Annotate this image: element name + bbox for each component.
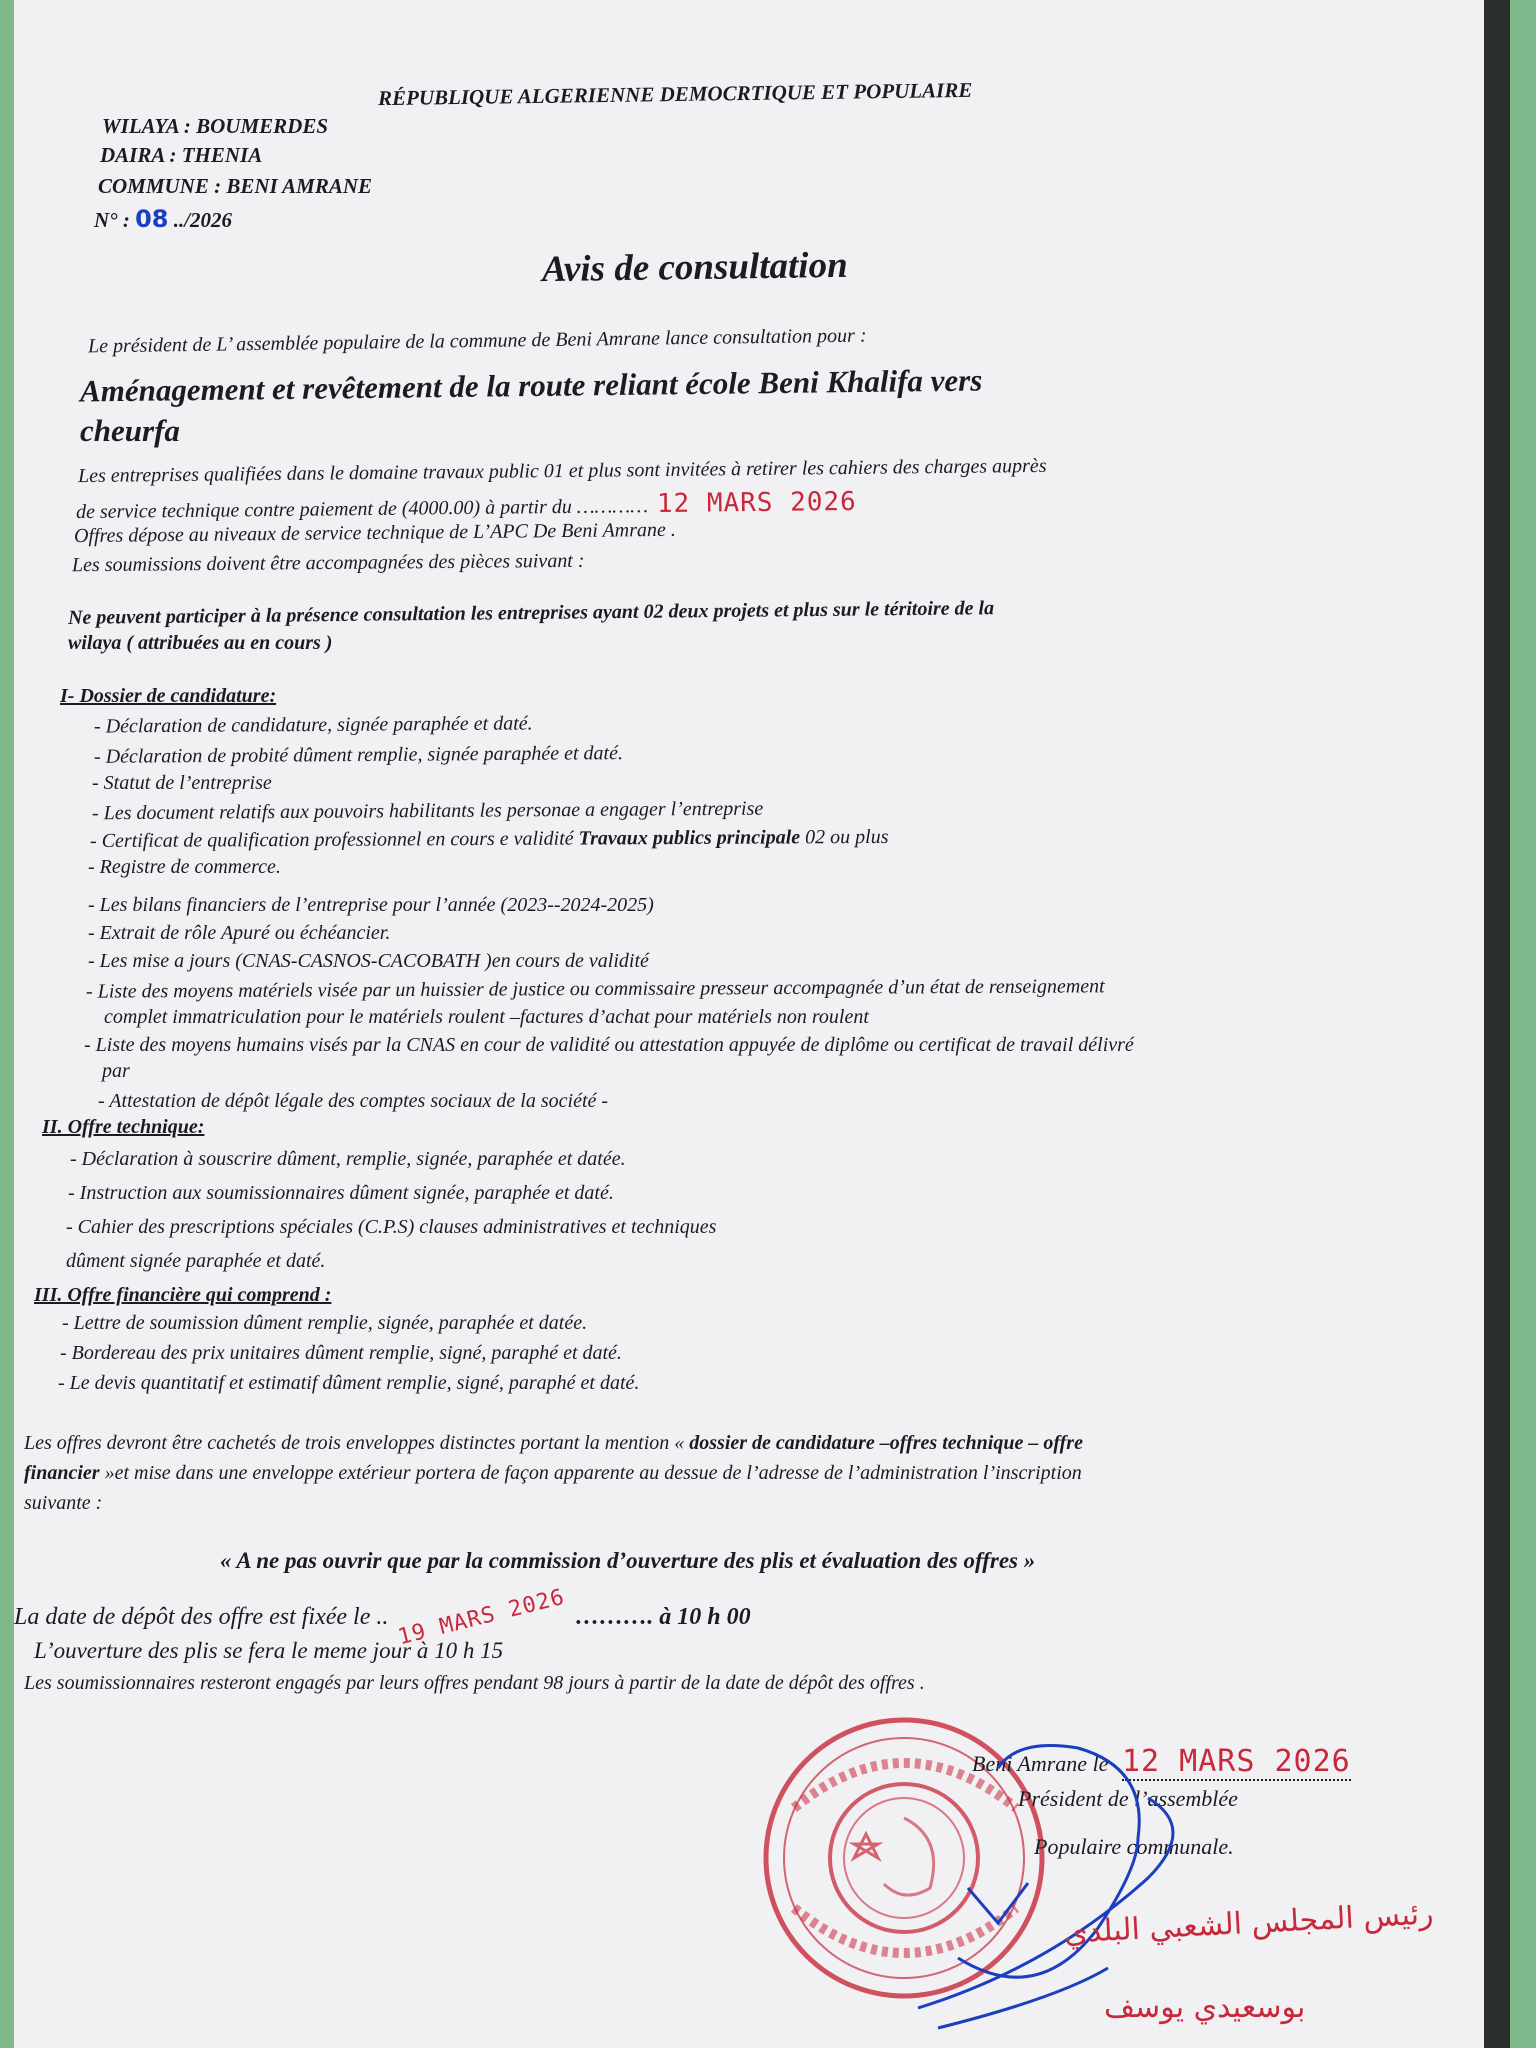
- s1-item: - Statut de l’entreprise: [92, 772, 272, 794]
- s1-item: - Registre de commerce.: [88, 856, 281, 878]
- s2-item: - Instruction aux soumissionnaires dûment signée, paraphée et daté.: [68, 1182, 614, 1204]
- republic-heading: RÉPUBLIQUE ALGERIENNE DEMOCRTIQUE ET POPULAIRE: [377, 77, 973, 111]
- s2-item: dûment signée paraphée et daté.: [66, 1250, 326, 1272]
- s1-certificate-item: [90, 826, 889, 853]
- document-title: Avis de consultation: [541, 244, 848, 291]
- section2-title: II. Offre technique:: [42, 1116, 205, 1138]
- page-edge-shadow: [1484, 0, 1510, 2048]
- section1-title: I- Dossier de candidature:: [60, 685, 277, 707]
- deposit-prefix: La date de dépôt des offre est fixée le ..: [14, 1604, 389, 1630]
- date-stamp-1: 12 MARS 2026: [656, 486, 857, 520]
- s1-item: par: [102, 1060, 130, 1082]
- deposit-suffix: ………. à 10 h 00: [575, 1604, 751, 1630]
- para-line2: [76, 487, 857, 525]
- daira-line: DAIRA : THENIA: [100, 143, 263, 167]
- signature-title2: Populaire communale.: [1034, 1834, 1234, 1859]
- intro-line: Le président de L’ assemblée populaire de la commune de Beni Amrane lance consultation pour :: [87, 324, 867, 358]
- arabic-president-title: رئيس المجلس الشعبي البلدي: [1063, 1896, 1435, 1951]
- project-title-line2: cheurfa: [80, 413, 180, 448]
- para-line2-text: de service technique contre paiement de (4000.00) à partir du …………: [75, 495, 649, 524]
- para-line3: Offres dépose au niveaux de service technique de L’APC De Beni Amrane .: [73, 518, 676, 548]
- para-line4: Les soumissions doivent être accompagnées des pièces suivant :: [71, 549, 585, 577]
- restriction-line1: Ne peuvent participer à la présence consultation les entreprises ayant 02 deux projets et plus sur le téritoire de la: [67, 597, 995, 629]
- commune-line: COMMUNE : BENI AMRANE: [98, 174, 373, 198]
- deposit-line3: Les soumissionnaires resteront engagés par leurs offres pendant 98 jours à partir de la date de dépôt des offres .: [24, 1672, 925, 1694]
- s3-item: - Le devis quantitatif et estimatif dûment remplie, signé, paraphé et daté.: [58, 1372, 640, 1394]
- s2-item: - Cahier des prescriptions spéciales (C.P.S) clauses administratives et techniques: [66, 1216, 717, 1238]
- para-line1: Les entreprises qualifiées dans le domaine travaux public 01 et plus sont invitées à retirer les cahiers des charges auprès: [77, 454, 1047, 488]
- number-handwritten: 08: [135, 205, 169, 233]
- s1-item: - Les document relatifs aux pouvoirs habilitants les personae a engager l’entreprise: [91, 797, 764, 825]
- s2-item: - Déclaration à souscrire dûment, remplie, signée, paraphée et datée.: [70, 1148, 626, 1170]
- s1-item: - Déclaration de probité dûment remplie, signée paraphée et daté.: [93, 742, 624, 768]
- s1-item: - Extrait de rôle Apuré ou échéancier.: [88, 922, 391, 944]
- envelopes-bold1: dossier de candidature –offres technique – offre: [689, 1432, 1083, 1454]
- s1-item: - Attestation de dépôt légale des comptes sociaux de la société -: [98, 1090, 609, 1112]
- envelopes-rest: »et mise dans une enveloppe extérieur portera de façon apparente au dessue de l’adresse de l’administration l’inscription: [99, 1462, 1082, 1484]
- envelopes-bold2: financier: [24, 1462, 100, 1484]
- restriction-line2: wilaya ( attribuées au en cours ): [68, 632, 333, 654]
- signature-place-text: Beni Amrane le: [972, 1751, 1109, 1776]
- envelopes-line1: [24, 1432, 1083, 1455]
- arabic-president-name: بوسعيدي يوسف: [1104, 1990, 1306, 2025]
- s3-item: - Lettre de soumission dûment remplie, signée, paraphée et datée.: [62, 1312, 588, 1334]
- s1-item: - Déclaration de candidature, signée paraphée et daté.: [93, 712, 533, 738]
- cert-suffix: 02 ou plus: [800, 825, 889, 849]
- document-page: [14, 0, 1510, 2048]
- envelopes-line3: suivante :: [24, 1492, 103, 1514]
- date-stamp-3: 12 MARS 2026: [1121, 1744, 1351, 1779]
- cert-bold: Travaux publics principale: [578, 826, 801, 850]
- s1-item: - Les mise a jours (CNAS-CASNOS-CACOBATH )en cours de validité: [88, 950, 649, 972]
- number-suffix: ../2026: [173, 208, 233, 232]
- reference-number: [94, 205, 232, 233]
- signature-title1: Président de l’assemblée: [1018, 1786, 1238, 1811]
- section3-title: III. Offre financière qui comprend :: [34, 1284, 332, 1306]
- s3-item: - Bordereau des prix unitaires dûment remplie, signé, paraphé et daté.: [60, 1342, 622, 1364]
- do-not-open-notice: « A ne pas ouvrir que par la commission d’ouverture des plis et évaluation des offres »: [220, 1548, 1036, 1573]
- cert-prefix: - Certificat de qualification professionnel en cours e validité: [89, 827, 579, 853]
- envelopes-line2: [24, 1462, 1082, 1485]
- s1-item: - Liste des moyens matériels visée par un huissier de justice ou commissaire presseur accompagnée d’un état de renseignement: [85, 975, 1105, 1003]
- envelopes-prefix: Les offres devront être cachetés de trois enveloppes distinctes portant la mention «: [24, 1432, 690, 1454]
- date-stamp-2: 19 MARS 2026: [395, 1584, 568, 1651]
- wilaya-line: WILAYA : BOUMERDES: [102, 114, 329, 138]
- s1-item: - Les bilans financiers de l’entreprise pour l’année (2023--2024-2025): [88, 894, 654, 916]
- s1-item: - Liste des moyens humains visés par la CNAS en cour de validité ou attestation appuyée de diplôme ou certificat de travail délivré: [84, 1034, 1134, 1056]
- number-prefix: N° :: [94, 208, 130, 232]
- project-title-line1: Aménagement et revêtement de la route reliant école Beni Khalifa vers: [79, 362, 983, 409]
- s1-item: complet immatriculation pour le matériels roulent –factures d’achat pour matériels non roulent: [104, 1006, 869, 1028]
- deposit-line2: L’ouverture des plis se fera le meme jour à 10 h 15: [34, 1638, 504, 1663]
